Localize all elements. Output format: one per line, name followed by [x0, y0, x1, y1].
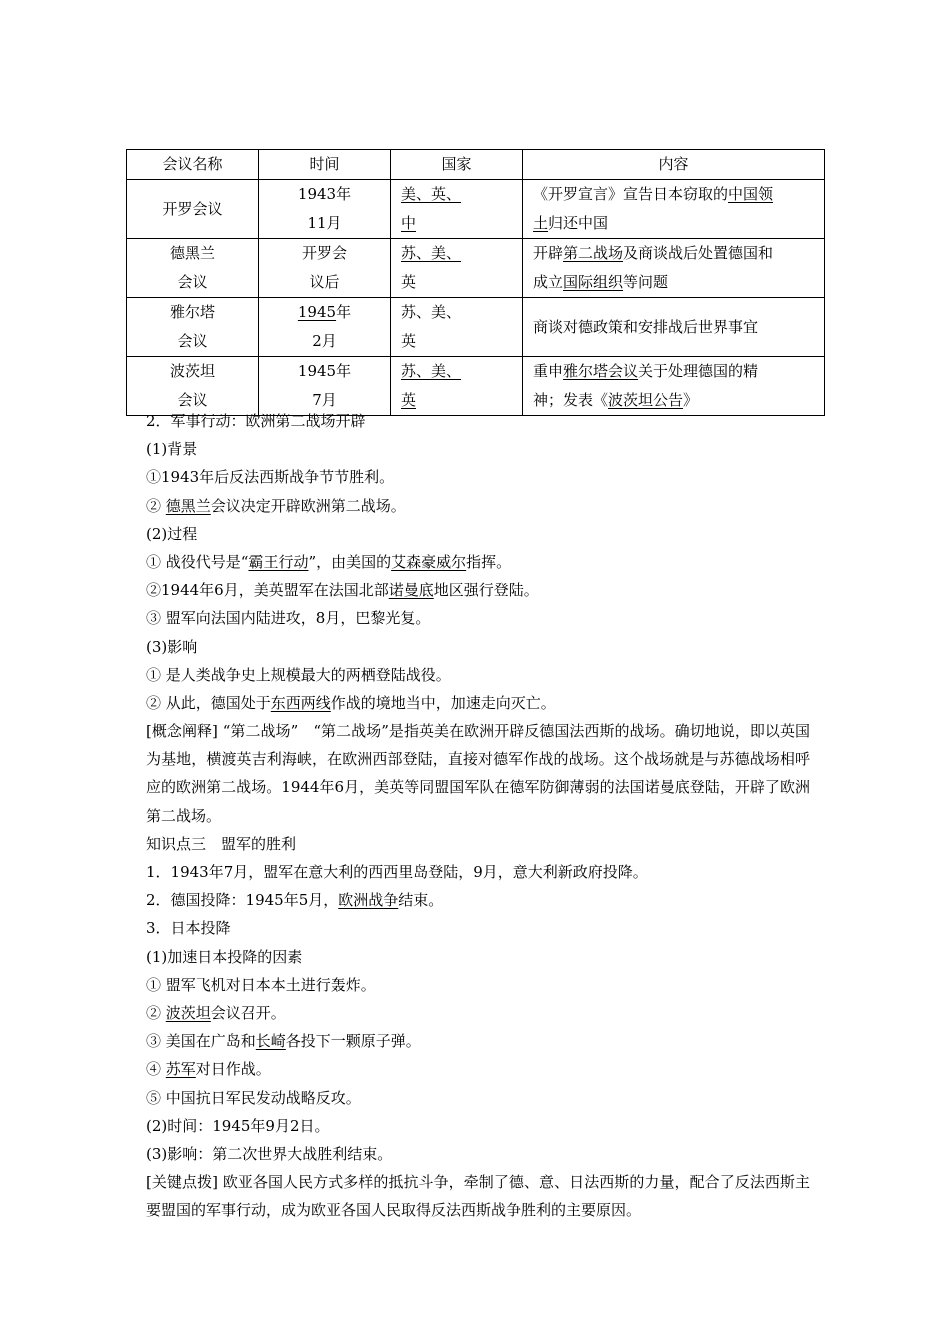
subheading: (3)影响	[146, 637, 198, 656]
table-row	[127, 239, 825, 298]
cell-time: 1943年 11月	[259, 180, 391, 239]
subheading: (2)过程	[146, 524, 198, 543]
table-header-row	[127, 150, 825, 180]
cell-countries: 苏、美、 英	[391, 357, 523, 416]
cell-name: 波茨坦 会议	[127, 357, 259, 416]
cell-countries: 苏、美、 英	[391, 298, 523, 357]
cell-time: 开罗会 议后	[259, 239, 391, 298]
key-point: [关键点拨] 欧亚各国人民方式多样的抵抗斗争，牵制了德、意、日法西斯的力量，配合了反法西斯主要盟国的军事行动，成为欧亚各国人民取得反法西斯战争胜利的主要原因。	[146, 1173, 810, 1220]
conference-table	[126, 149, 825, 416]
cell-name: 雅尔塔 会议	[127, 298, 259, 357]
cell-countries: 苏、美、 英	[391, 239, 523, 298]
cell-time: 1945年 7月	[259, 357, 391, 416]
cell-content: 重申雅尔塔会议关于处理德国的精 神；发表《波茨坦公告》	[523, 357, 825, 416]
subheading: (1)加速日本投降的因素	[146, 947, 303, 966]
cell-time: 1945年 2月	[259, 298, 391, 357]
list-item: ① 盟军飞机对日本本土进行轰炸。	[146, 975, 376, 994]
header-time: 时间	[259, 150, 391, 180]
header-content: 内容	[523, 150, 825, 180]
cell-name: 德黑兰 会议	[127, 239, 259, 298]
cell-content: 开辟第二战场及商谈战后处置德国和 成立国际组织等问题	[523, 239, 825, 298]
list-item: ② 德黑兰会议决定开辟欧洲第二战场。	[146, 496, 406, 515]
concept-explanation: [概念阐释] “第二战场” “第二战场”是指英美在欧洲开辟反德国法西斯的战场。确切地说，即以英国为基地，横渡英吉利海峡，在欧洲西部登陆，直接对德军作战的战场。这个战场就是与苏德战场相呼应的欧洲第二战场。1944年6月，美英等同盟国军队在德军防御薄弱的法国诺曼底登陆，开辟了欧洲第二战场。	[146, 722, 810, 825]
list-item: 3．日本投降	[146, 919, 231, 938]
list-item: ② 从此，德国处于东西两线作战的境地当中，加速走向灭亡。	[146, 693, 556, 712]
header-name: 会议名称	[127, 150, 259, 180]
list-item: ④ 苏军对日作战。	[146, 1060, 271, 1079]
cell-content: 《开罗宣言》宣告日本窃取的中国领 土归还中国	[523, 180, 825, 239]
section-heading: 2．军事行动：欧洲第二战场开辟	[146, 412, 366, 430]
header-countries: 国家	[391, 150, 523, 180]
document-body	[146, 407, 810, 1225]
table-row	[127, 180, 825, 239]
list-item: ②1944年6月，美英盟军在法国北部诺曼底地区强行登陆。	[146, 581, 539, 600]
cell-countries: 美、英、 中	[391, 180, 523, 239]
list-item: ③ 盟军向法国内陆进攻，8月，巴黎光复。	[146, 609, 431, 628]
section-heading: 知识点三 盟军的胜利	[146, 834, 297, 853]
cell-name: 开罗会议	[127, 180, 259, 239]
list-item: ② 波茨坦会议召开。	[146, 1004, 286, 1022]
list-item: ① 是人类战争史上规模最大的两栖登陆战役。	[146, 665, 451, 684]
list-item: 2．德国投降：1945年5月，欧洲战争结束。	[146, 891, 444, 910]
list-item: ①1943年后反法西斯战争节节胜利。	[146, 468, 395, 487]
subheading: (2)时间：1945年9月2日。	[146, 1116, 330, 1135]
table-row	[127, 298, 825, 357]
list-item: ③ 美国在广岛和长崎各投下一颗原子弹。	[146, 1032, 421, 1051]
list-item: 1．1943年7月，盟军在意大利的西西里岛登陆，9月，意大利新政府投降。	[146, 863, 648, 882]
subheading: (1)背景	[146, 440, 198, 459]
list-item: ⑤ 中国抗日军民发动战略反攻。	[146, 1088, 361, 1107]
list-item: ① 战役代号是“霸王行动”，由美国的艾森豪威尔指挥。	[146, 552, 512, 571]
cell-content: 商谈对德政策和安排战后世界事宜	[523, 298, 825, 357]
subheading: (3)影响：第二次世界大战胜利结束。	[146, 1144, 393, 1163]
